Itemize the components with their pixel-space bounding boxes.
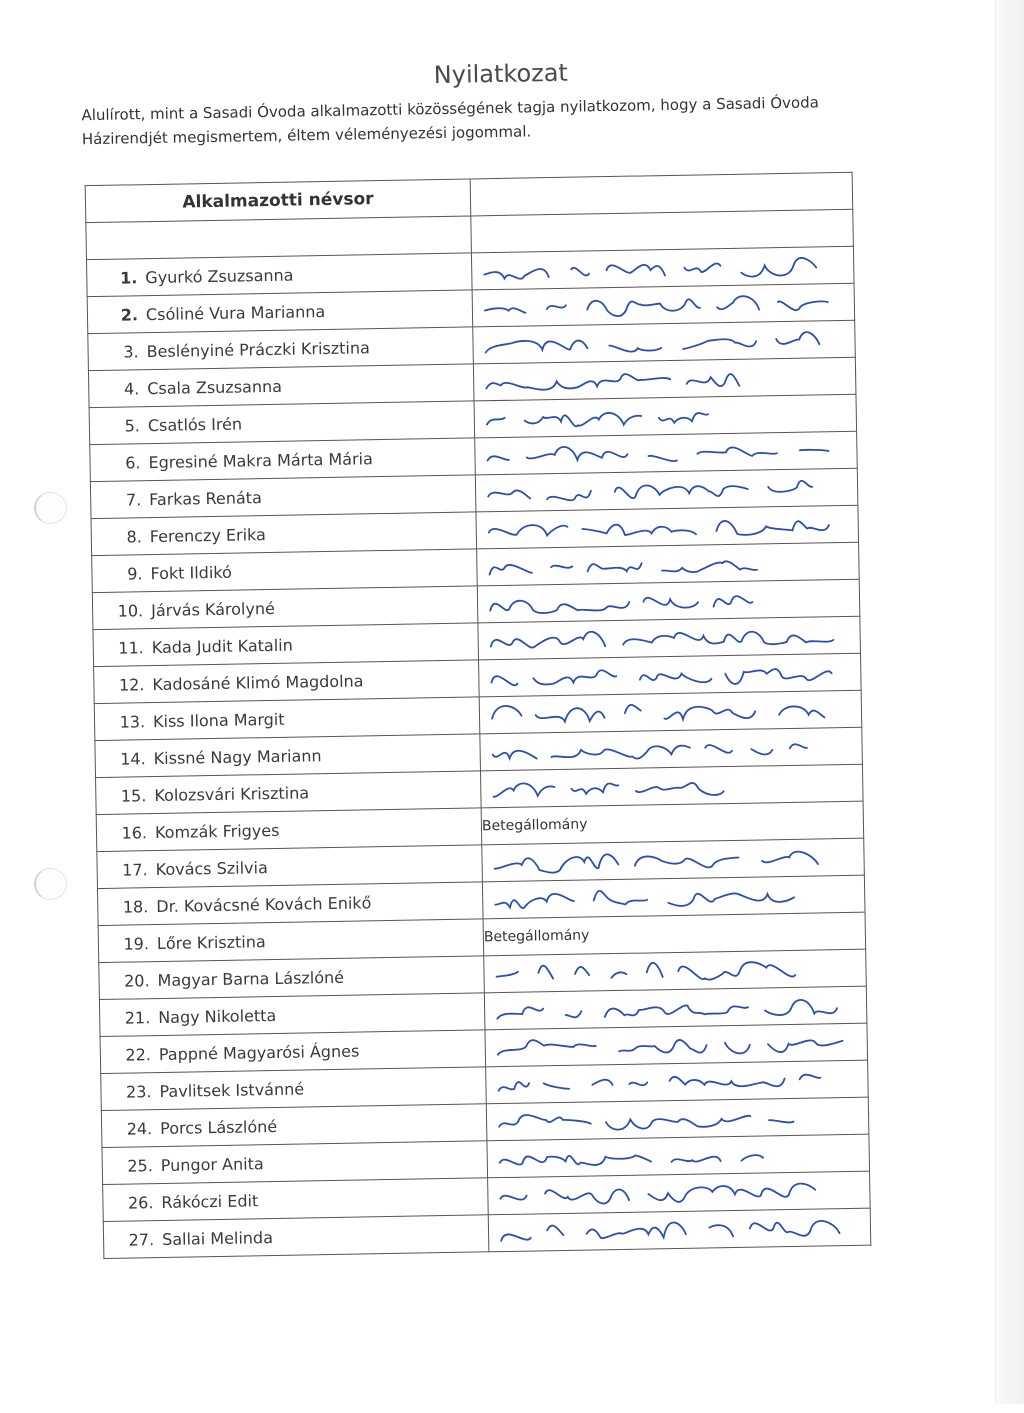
row-number: 27. [128,1229,155,1250]
employee-name: Porcs Lászlóné [159,1116,278,1138]
row-number: 17. [122,859,148,880]
handwritten-signature [485,870,856,924]
employee-name: Beslényiné Práczki Krisztina [146,337,370,361]
employee-name: Kada Judit Katalin [151,635,293,657]
employee-name: Lőre Krisztina [156,931,266,953]
roster-header: Alkalmazotti névsor [85,179,471,223]
employee-name: Kiss Ilona Margit [152,709,285,731]
signature-stroke [495,887,794,909]
row-number: 13. [119,711,146,732]
signature-stroke [492,700,825,723]
row-number: 4. [123,378,140,399]
row-number: 10. [117,600,144,621]
row-number: 26. [127,1192,154,1213]
signature-stroke [489,561,757,576]
signature-stroke [484,258,816,282]
status-text: Betegállomány [481,801,864,845]
row-number: 15. [120,785,147,806]
status-text: Betegállomány [483,912,866,956]
signature-stroke [496,960,795,983]
employee-name: Egresiné Makra Márta Mária [148,448,373,472]
signature-stroke [485,295,828,319]
employee-name-cell [103,1215,489,1259]
signature-stroke [488,480,833,502]
row-number: 9. [127,563,143,584]
signature-stroke [487,442,846,464]
row-number: 12. [118,674,145,695]
declaration-text: Alulírott, mint a Sasadi Óvoda alkalmazotti közösségének tagja nyilatkozom, hogy a Sasadi Óvoda Házirendjét megismertem, éltem véleményezési jogommal. [81,93,820,149]
signature-stroke [485,332,841,355]
employee-name: Járvás Károlyné [150,598,276,620]
signature-stroke [501,1220,840,1241]
employee-name: Pappné Magyarósi Ágnes [158,1041,360,1064]
row-number: 19. [123,933,150,954]
row-number: 14. [120,748,146,769]
signature-stroke [491,666,832,688]
row-number: 25. [127,1155,153,1176]
employee-name: Kovács Szilvia [155,857,268,879]
signature-stroke [489,519,829,539]
row-number: 22. [125,1044,152,1065]
employee-name: Gyurkó Zsuzsanna [145,265,294,287]
handwritten-signature [491,1203,862,1257]
row-number: 21. [124,1007,151,1028]
row-number: 6. [125,452,141,473]
employee-name: Pavlitsek Istvánné [159,1078,305,1101]
employee-name: Csóliné Vura Marianna [145,301,326,324]
signature-stroke [486,372,739,391]
employee-name: Magyar Barna Lászlóné [157,967,345,990]
row-number: 2. [120,304,139,325]
employee-name: Farkas Renáta [149,487,262,509]
row-number: 3. [123,341,139,362]
signature-stroke [500,1152,763,1166]
row-number: 24. [126,1118,153,1139]
employee-name: Pungor Anita [160,1153,264,1175]
signature-stroke [500,1183,836,1205]
row-number: 1. [119,267,138,288]
signature-stroke [497,999,857,1020]
row-number: 5. [124,415,141,436]
handwritten-signature [483,759,854,813]
row-number: 18. [122,896,149,917]
employee-name: Komzák Frigyes [154,820,280,842]
signature-stroke [490,596,752,614]
employee-name: Kolozsvári Krisztina [154,782,310,805]
signature-stroke [493,780,724,799]
employee-name: Dr. Kovácsné Kovách Enikő [156,892,372,916]
employee-name: Rákóczi Edit [161,1190,259,1212]
signature-cell [480,764,863,808]
employee-name: Kadosáné Klimó Magdolna [152,670,364,694]
row-number: 16. [121,822,148,843]
signature-stroke [494,851,818,874]
signature-cell [488,1208,871,1252]
employee-name: Fokt Ildikó [150,562,232,583]
signature-stroke [491,628,834,650]
employee-roster-table [85,172,872,1259]
row-number: 20. [123,970,150,991]
signature-stroke [493,743,808,761]
signature-cell [482,875,865,919]
signature-stroke [498,1035,843,1058]
employee-name: Csala Zsuzsanna [147,376,283,398]
employee-name: Csatlós Irén [147,413,243,435]
employee-name: Ferenczy Erika [149,524,267,546]
employee-name: Sallai Melinda [161,1227,274,1249]
row-number: 11. [118,637,144,658]
row-number: 7. [125,489,142,510]
document-title: Nyilatkozat [433,58,569,90]
signature-stroke [498,1074,820,1091]
signature-stroke [499,1110,794,1131]
employee-name: Kissné Nagy Mariann [153,745,322,768]
signature-stroke [487,411,708,428]
employee-name: Nagy Nikoletta [158,1005,277,1027]
row-number: 23. [125,1081,152,1102]
row-number: 8. [126,526,142,547]
